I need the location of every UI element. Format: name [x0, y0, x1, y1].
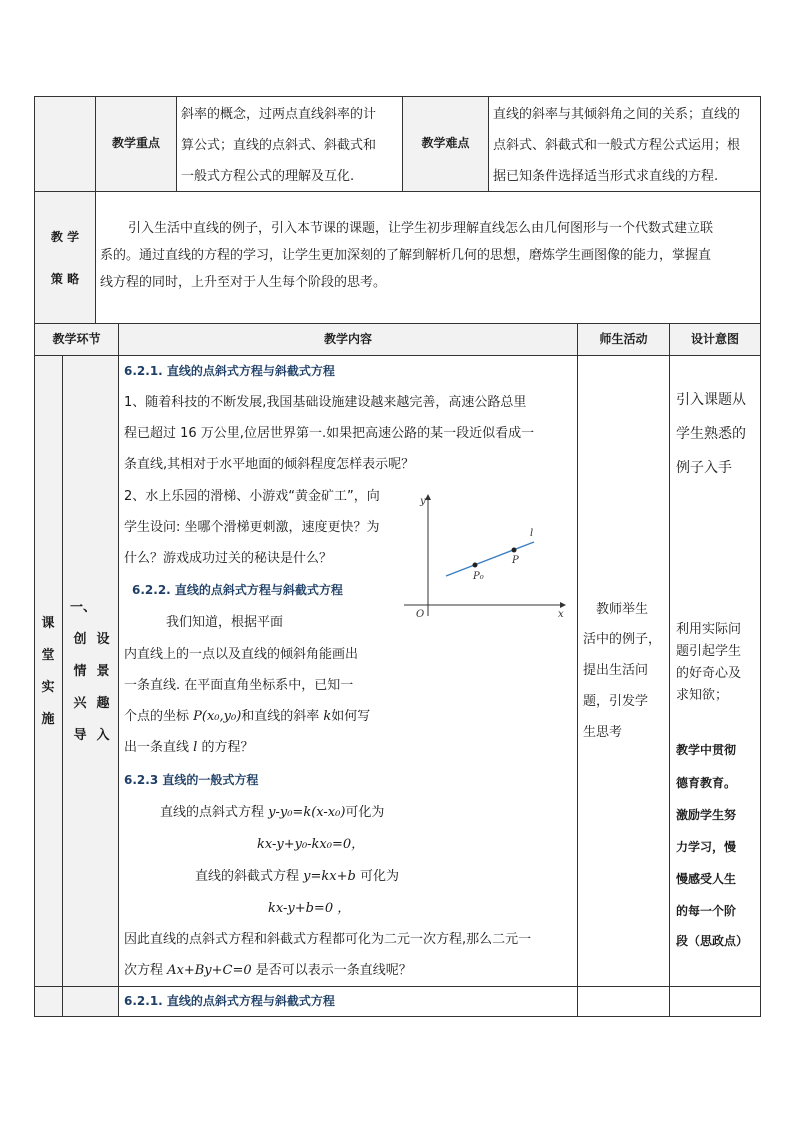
difficulty-label: 教学难点: [421, 136, 470, 150]
p5-b: 是否可以表示一条直线呢？: [251, 963, 412, 978]
activity-line-3: 提出生活问: [583, 663, 649, 678]
intent-a-line-1: 引入课题从: [676, 392, 746, 408]
inner-label-b-4: 入: [96, 728, 110, 743]
p5-a: 次方程: [124, 963, 168, 978]
strategy-label-2: 策 略: [50, 272, 80, 286]
header-activity: 师生活动: [599, 332, 648, 346]
intent-c-line-3: 激励学生努: [676, 808, 737, 822]
focus-line-2: 算公式；直线的点斜式、斜截式和: [181, 138, 377, 153]
inner-label-a-2: 创: [73, 632, 87, 647]
point-p-coordinates: P(x₀,y₀): [193, 709, 242, 724]
intent-b-line-3: 的好奇心及: [676, 666, 742, 681]
intent-c-line-7: 段（思政点）: [676, 934, 749, 948]
strategy-line-2: 系的。通过直线的方程的学习，让学生更加深刻的了解到解析几何的思想，磨炼学生画图像的能力，掌握直: [100, 248, 712, 263]
strategy-line-3: 线方程的同时，上升至对于人生每个阶段的思考。: [100, 275, 387, 290]
focus-label: 教学重点: [111, 136, 160, 150]
general-equation: Ax+By+C=0: [167, 963, 252, 978]
cell-last-4: [577, 986, 670, 1017]
cell-strategy-label: [34, 191, 96, 324]
difficulty-line-3: 据已知条件选择适当形式求直线的方程.: [493, 169, 719, 184]
content-p3-line-1: 我们知道，根据平面: [166, 615, 284, 630]
inner-label-b-1: 设: [96, 632, 110, 647]
p3-line4-a: 个点的坐标: [124, 709, 194, 724]
line-l-label: l: [530, 528, 534, 539]
cell-last-1: [34, 986, 63, 1017]
y-axis-label: y: [420, 496, 426, 507]
inner-label-b-3: 趣: [96, 696, 110, 711]
intent-c-line-1: 教学中贯彻: [676, 743, 737, 757]
content-p3-line-4: [124, 701, 370, 732]
content-heading-2: 6.2.2. 直线的点斜式方程与斜截式方程: [132, 583, 343, 597]
intent-a-line-3: 例子入手: [676, 460, 732, 476]
focus-line-3: 一般式方程公式的理解及互化.: [181, 169, 355, 184]
content-p2-line-3: 什么？游戏成功过关的秘诀是什么？: [124, 551, 333, 566]
eq1-a: 直线的点斜式方程: [160, 805, 269, 820]
inner-label-a-5: 导: [73, 728, 87, 743]
content-p3-line-3: 一条直线. 在平面直角坐标系中，已知一: [124, 678, 354, 693]
content-heading-1: 6.2.1. 直线的点斜式方程与斜截式方程: [124, 364, 335, 378]
content-p2-line-2: 学生设问: 坐哪个滑梯更刺激，速度更快？为: [124, 520, 380, 535]
slope-k: k: [323, 709, 332, 724]
point-p: [512, 548, 517, 553]
strategy-line-1: 引入生活中直线的例子，引入本节课的课题，让学生初步理解直线怎么由几何图形与一个代数式建立联: [128, 221, 714, 236]
line-l: l: [193, 740, 198, 755]
cell-last-2: [62, 986, 119, 1017]
header-teaching-stage: 教学环节: [52, 332, 101, 346]
content-p1-line-1: 1、随着科技的不断发展,我国基础设施建设越来越完善，高速公路总里: [124, 395, 527, 410]
outer-label-char-4: 施: [41, 712, 55, 727]
origin-label: O: [416, 609, 425, 620]
coordinate-graph: [400, 490, 570, 620]
eq3-b: 可化为: [355, 869, 399, 884]
intent-b-line-1: 利用实际问: [676, 622, 742, 637]
cell-last-5: [669, 986, 761, 1017]
difficulty-line-1: 直线的斜率与其倾斜角之间的关系；直线的: [493, 107, 741, 122]
intent-b-line-4: 求知欲；: [676, 688, 729, 703]
content-p1-line-3: 条直线,其相对于水平地面的倾斜程度怎样表示呢？: [124, 457, 415, 472]
cell-blank-top: [34, 96, 96, 192]
intent-c-line-6: 的每一个阶: [676, 904, 737, 918]
focus-line-1: 斜率的概念，过两点直线斜率的计: [181, 107, 377, 122]
inner-label-b-2: 景: [96, 664, 110, 679]
slope-intercept-equation: y=kx+b: [303, 869, 356, 884]
header-teaching-content: 教学内容: [323, 332, 372, 346]
intent-c-line-4: 力学习，慢: [676, 840, 737, 854]
inner-label-a-4: 兴: [73, 696, 87, 711]
content-p4: 因此直线的点斜式方程和斜截式方程都可化为二元一次方程,那么二元一: [124, 932, 532, 947]
content-p5: [124, 955, 412, 986]
intent-a-line-2: 学生熟悉的: [676, 426, 746, 442]
content-heading-3: 6.2.3 直线的一般式方程: [124, 773, 259, 787]
content-heading-last: 6.2.1. 直线的点斜式方程与斜截式方程: [124, 994, 335, 1008]
x-axis-label: x: [558, 609, 564, 620]
content-eq2: kx-y+y₀-kx₀=0，: [257, 837, 365, 852]
content-p2-line-1: 2、水上乐园的滑梯、小游戏“黄金矿工”，向: [124, 489, 380, 504]
point-p-label: P: [512, 555, 519, 566]
point-p0: [473, 563, 478, 568]
activity-line-2: 活中的例子，: [583, 632, 662, 647]
p3-line4-b: 和直线的斜率: [241, 709, 324, 724]
outer-label-char-1: 课: [41, 616, 55, 631]
difficulty-line-2: 点斜式、斜截式和一般式方程公式运用；根: [493, 138, 741, 153]
content-p3-line-5: [124, 732, 253, 763]
outer-label-char-3: 实: [41, 680, 55, 695]
point-p0-label: P₀: [473, 571, 484, 582]
x-axis-arrow: [560, 602, 566, 608]
inner-label-a-3: 情: [73, 664, 87, 679]
eq3-a: 直线的斜截式方程: [195, 869, 304, 884]
activity-line-5: 生思考: [583, 725, 623, 740]
activity-line-1: 教师举生: [596, 602, 649, 617]
content-p1-line-2: 程已超过 16 万公里,位居世界第一.如果把高速公路的某一段近似看成一: [124, 426, 535, 441]
strategy-label-1: 教 学: [50, 230, 80, 244]
intent-c-line-2: 德育教育。: [676, 776, 737, 790]
eq1-b: 可化为: [345, 805, 385, 820]
intent-c-line-5: 慢感受人生: [676, 872, 737, 886]
outer-label-char-2: 堂: [41, 648, 55, 663]
p3-line5-a: 出一条直线: [124, 740, 194, 755]
header-intent: 设计意图: [690, 332, 739, 346]
inner-label-a-1: 一、: [69, 600, 96, 615]
y-axis-arrow: [425, 494, 431, 500]
content-eq3: [195, 861, 399, 892]
content-p3-line-2: 内直线上的一点以及直线的倾斜角能画出: [124, 647, 359, 662]
p3-line5-b: 的方程？: [197, 740, 254, 755]
intent-b-line-2: 题引起学生: [676, 644, 742, 659]
point-slope-equation: y-y₀=k(x-x₀): [268, 805, 346, 820]
activity-line-4: 题，引发学: [583, 694, 649, 709]
p3-line4-c: 如何写: [331, 709, 371, 724]
content-eq1: [160, 797, 384, 828]
line-l-graph: [446, 542, 534, 576]
content-eq4: kx-y+b=0 ，: [268, 901, 351, 916]
